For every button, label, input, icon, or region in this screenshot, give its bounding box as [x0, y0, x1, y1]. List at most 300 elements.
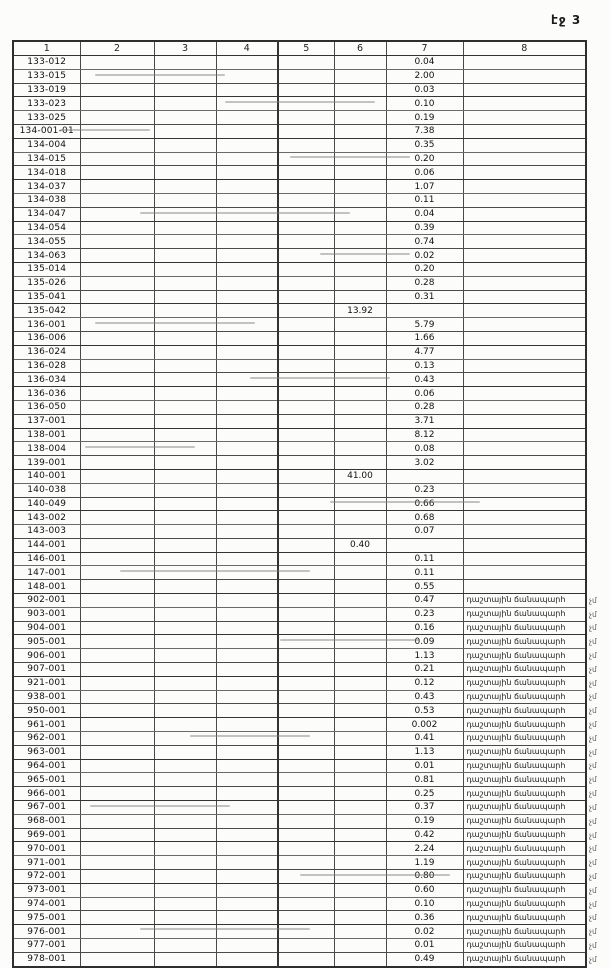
road-label-cell: [463, 318, 586, 332]
value-cell: [278, 801, 334, 815]
road-label-cell: [463, 580, 586, 594]
table-row: [13, 621, 586, 635]
value-cell: [80, 883, 154, 897]
table-row: [13, 814, 586, 828]
code-cell: 133-023: [13, 97, 80, 111]
value-cell: [216, 676, 278, 690]
value-cell: 0.002: [386, 718, 463, 732]
value-cell: [80, 180, 154, 194]
road-label-cell: [463, 97, 586, 111]
margin-note: չմ: [589, 747, 597, 757]
value-cell: [278, 345, 334, 359]
code-cell: 134-055: [13, 235, 80, 249]
value-cell: [154, 83, 216, 97]
table-row: [13, 635, 586, 649]
margin-note: [589, 469, 609, 483]
margin-note: [589, 400, 609, 414]
code-cell: 134-018: [13, 166, 80, 180]
value-cell: [334, 635, 386, 649]
value-cell: [80, 745, 154, 759]
code-cell: 143-003: [13, 525, 80, 539]
value-cell: [216, 373, 278, 387]
road-label-cell: [463, 387, 586, 401]
value-cell: [216, 318, 278, 332]
value-cell: [80, 621, 154, 635]
value-cell: [278, 773, 334, 787]
table-row: [13, 952, 586, 966]
road-label-cell: դաշտային ճանապարհ: [463, 745, 586, 759]
road-label-cell: [463, 552, 586, 566]
road-label-cell: [463, 566, 586, 580]
value-cell: [216, 180, 278, 194]
value-cell: [216, 842, 278, 856]
table-row: [13, 97, 586, 111]
value-cell: [334, 828, 386, 842]
value-cell: [80, 676, 154, 690]
value-cell: [80, 387, 154, 401]
code-cell: 133-025: [13, 111, 80, 125]
value-cell: [216, 331, 278, 345]
value-cell: [278, 235, 334, 249]
margin-note: [589, 179, 609, 193]
value-cell: [154, 939, 216, 953]
value-cell: 0.25: [386, 787, 463, 801]
road-label-cell: [463, 497, 586, 511]
value-cell: [278, 456, 334, 470]
table-row: [13, 428, 586, 442]
road-label-cell: [463, 193, 586, 207]
road-label-cell: դաշտային ճանապարհ: [463, 773, 586, 787]
value-cell: [334, 580, 386, 594]
value-cell: [80, 635, 154, 649]
road-label-cell: դաշտային ճանապարհ: [463, 842, 586, 856]
table-row: [13, 469, 586, 483]
road-label-cell: [463, 538, 586, 552]
road-label-cell: դաշտային ճանապարհ: [463, 925, 586, 939]
value-cell: 0.08: [386, 442, 463, 456]
value-cell: [334, 663, 386, 677]
value-cell: 5.79: [386, 318, 463, 332]
value-cell: 0.36: [386, 911, 463, 925]
value-cell: [154, 663, 216, 677]
value-cell: [216, 787, 278, 801]
value-cell: [80, 897, 154, 911]
value-cell: 0.28: [386, 400, 463, 414]
column-header: 7: [386, 41, 463, 56]
value-cell: [334, 359, 386, 373]
value-cell: [216, 718, 278, 732]
value-cell: [334, 373, 386, 387]
code-cell: 138-004: [13, 442, 80, 456]
code-cell: 966-001: [13, 787, 80, 801]
value-cell: [278, 207, 334, 221]
value-cell: [278, 759, 334, 773]
value-cell: [278, 566, 334, 580]
value-cell: [216, 939, 278, 953]
value-cell: [278, 690, 334, 704]
value-cell: [216, 359, 278, 373]
value-cell: [334, 690, 386, 704]
value-cell: [154, 676, 216, 690]
value-cell: [216, 469, 278, 483]
value-cell: [216, 663, 278, 677]
value-cell: [80, 773, 154, 787]
value-cell: [80, 842, 154, 856]
value-cell: 0.12: [386, 676, 463, 690]
value-cell: [216, 111, 278, 125]
value-cell: [80, 414, 154, 428]
value-cell: [80, 718, 154, 732]
value-cell: 0.53: [386, 704, 463, 718]
road-label-cell: դաշտային ճանապարհ: [463, 828, 586, 842]
value-cell: [216, 856, 278, 870]
margin-notes-column: [589, 55, 609, 967]
value-cell: [154, 883, 216, 897]
value-cell: 0.42: [386, 828, 463, 842]
road-label-cell: [463, 83, 586, 97]
value-cell: [278, 635, 334, 649]
road-label-cell: [463, 235, 586, 249]
value-cell: 0.04: [386, 207, 463, 221]
value-cell: [278, 249, 334, 263]
column-header: 3: [154, 41, 216, 56]
code-cell: 138-001: [13, 428, 80, 442]
value-cell: 0.01: [386, 939, 463, 953]
margin-note: [589, 456, 609, 470]
value-cell: [154, 249, 216, 263]
value-cell: 0.28: [386, 276, 463, 290]
value-cell: [154, 414, 216, 428]
value-cell: [154, 552, 216, 566]
code-cell: 904-001: [13, 621, 80, 635]
value-cell: [278, 483, 334, 497]
value-cell: [154, 911, 216, 925]
value-cell: 0.43: [386, 373, 463, 387]
road-label-cell: [463, 331, 586, 345]
value-cell: [278, 676, 334, 690]
value-cell: [80, 456, 154, 470]
value-cell: [154, 124, 216, 138]
table-row: [13, 801, 586, 815]
value-cell: [334, 442, 386, 456]
value-cell: [80, 221, 154, 235]
margin-note: [589, 525, 609, 539]
value-cell: [154, 400, 216, 414]
margin-note: [589, 193, 609, 207]
value-cell: [334, 456, 386, 470]
code-cell: 148-001: [13, 580, 80, 594]
value-cell: [334, 704, 386, 718]
value-cell: [154, 649, 216, 663]
table-row: [13, 414, 586, 428]
value-cell: [334, 276, 386, 290]
table-row: [13, 318, 586, 332]
code-cell: 974-001: [13, 897, 80, 911]
code-cell: 147-001: [13, 566, 80, 580]
margin-note: [589, 83, 609, 97]
value-cell: [80, 856, 154, 870]
code-cell: 135-026: [13, 276, 80, 290]
value-cell: [154, 897, 216, 911]
code-cell: 137-001: [13, 414, 80, 428]
value-cell: [80, 97, 154, 111]
margin-note: [589, 304, 609, 318]
table-row: [13, 193, 586, 207]
code-cell: 973-001: [13, 883, 80, 897]
column-header: 8: [463, 41, 586, 56]
value-cell: 0.40: [334, 538, 386, 552]
road-label-cell: [463, 456, 586, 470]
value-cell: [334, 552, 386, 566]
value-cell: [334, 952, 386, 966]
margin-note: [589, 442, 609, 456]
table-row: [13, 166, 586, 180]
value-cell: [80, 483, 154, 497]
value-cell: 0.81: [386, 773, 463, 787]
value-cell: [216, 387, 278, 401]
value-cell: 1.13: [386, 745, 463, 759]
value-cell: [216, 883, 278, 897]
table-row: [13, 883, 586, 897]
value-cell: [334, 193, 386, 207]
value-cell: [386, 304, 463, 318]
margin-note: չմ: [589, 775, 597, 785]
value-cell: [386, 469, 463, 483]
value-cell: [334, 331, 386, 345]
value-cell: [154, 759, 216, 773]
table-row: [13, 566, 586, 580]
value-cell: [216, 207, 278, 221]
table-row: [13, 387, 586, 401]
table-row: [13, 442, 586, 456]
value-cell: [154, 732, 216, 746]
value-cell: [80, 607, 154, 621]
value-cell: 0.11: [386, 566, 463, 580]
value-cell: [278, 883, 334, 897]
table-row: [13, 290, 586, 304]
table-row: [13, 456, 586, 470]
value-cell: [278, 138, 334, 152]
margin-note: չմ: [589, 789, 597, 799]
code-cell: 969-001: [13, 828, 80, 842]
margin-note: [589, 387, 609, 401]
margin-note: [589, 538, 609, 552]
table-row: [13, 690, 586, 704]
value-cell: [80, 663, 154, 677]
value-cell: [278, 69, 334, 83]
margin-note: [589, 55, 609, 69]
value-cell: 0.16: [386, 621, 463, 635]
value-cell: [154, 469, 216, 483]
margin-note: [589, 248, 609, 262]
value-cell: [278, 124, 334, 138]
value-cell: [334, 290, 386, 304]
value-cell: [154, 856, 216, 870]
column-header: 6: [334, 41, 386, 56]
table-row: [13, 400, 586, 414]
road-label-cell: դաշտային ճանապարհ: [463, 607, 586, 621]
table-row: [13, 152, 586, 166]
value-cell: [278, 870, 334, 884]
table-row: [13, 331, 586, 345]
value-cell: 3.02: [386, 456, 463, 470]
margin-note: չմ: [589, 609, 597, 619]
value-cell: [154, 69, 216, 83]
value-cell: [216, 732, 278, 746]
value-cell: [80, 801, 154, 815]
code-cell: 134-037: [13, 180, 80, 194]
value-cell: [80, 166, 154, 180]
table-row: [13, 580, 586, 594]
code-cell: 135-014: [13, 262, 80, 276]
value-cell: [216, 304, 278, 318]
margin-note: [589, 497, 609, 511]
value-cell: 0.23: [386, 483, 463, 497]
value-cell: 0.07: [386, 525, 463, 539]
value-cell: 0.11: [386, 552, 463, 566]
value-cell: [80, 318, 154, 332]
code-cell: 146-001: [13, 552, 80, 566]
value-cell: [334, 97, 386, 111]
value-cell: [80, 331, 154, 345]
road-label-cell: դաշտային ճանապարհ: [463, 759, 586, 773]
value-cell: [278, 511, 334, 525]
value-cell: [278, 180, 334, 194]
table-row: [13, 607, 586, 621]
value-cell: 0.20: [386, 152, 463, 166]
value-cell: [216, 911, 278, 925]
value-cell: [334, 249, 386, 263]
value-cell: [154, 235, 216, 249]
value-cell: [216, 56, 278, 70]
code-cell: 964-001: [13, 759, 80, 773]
table-row: [13, 759, 586, 773]
value-cell: [216, 828, 278, 842]
code-cell: 134-047: [13, 207, 80, 221]
margin-note: չմ: [589, 927, 597, 937]
value-cell: [278, 718, 334, 732]
road-label-cell: [463, 304, 586, 318]
code-cell: 967-001: [13, 801, 80, 815]
value-cell: 0.11: [386, 193, 463, 207]
value-cell: [278, 469, 334, 483]
road-label-cell: [463, 207, 586, 221]
road-label-cell: [463, 525, 586, 539]
value-cell: [216, 138, 278, 152]
table-row: [13, 276, 586, 290]
table-row: [13, 718, 586, 732]
value-cell: 0.37: [386, 801, 463, 815]
table-row: [13, 870, 586, 884]
value-cell: [154, 111, 216, 125]
margin-note: չմ: [589, 664, 597, 674]
road-label-cell: [463, 345, 586, 359]
code-cell: 135-042: [13, 304, 80, 318]
margin-note: չմ: [589, 623, 597, 633]
road-label-cell: դաշտային ճանապարհ: [463, 732, 586, 746]
value-cell: [80, 428, 154, 442]
code-cell: 962-001: [13, 732, 80, 746]
value-cell: [154, 318, 216, 332]
value-cell: [80, 111, 154, 125]
margin-note: չմ: [589, 692, 597, 702]
margin-note: [589, 110, 609, 124]
value-cell: 0.10: [386, 97, 463, 111]
value-cell: [154, 801, 216, 815]
code-cell: 136-036: [13, 387, 80, 401]
code-cell: 136-024: [13, 345, 80, 359]
road-label-cell: դաշտային ճանապարհ: [463, 814, 586, 828]
table-row: [13, 262, 586, 276]
value-cell: 1.07: [386, 180, 463, 194]
value-cell: [80, 373, 154, 387]
value-cell: [80, 345, 154, 359]
value-cell: [334, 745, 386, 759]
value-cell: [80, 124, 154, 138]
value-cell: [154, 635, 216, 649]
value-cell: [334, 221, 386, 235]
table-row: [13, 69, 586, 83]
code-cell: 140-049: [13, 497, 80, 511]
value-cell: [154, 842, 216, 856]
code-cell: 134-004: [13, 138, 80, 152]
value-cell: [278, 842, 334, 856]
value-cell: 0.39: [386, 221, 463, 235]
value-cell: [154, 359, 216, 373]
value-cell: [278, 359, 334, 373]
table-row: [13, 732, 586, 746]
road-label-cell: [463, 56, 586, 70]
value-cell: [80, 594, 154, 608]
value-cell: [334, 773, 386, 787]
value-cell: [334, 83, 386, 97]
value-cell: [278, 262, 334, 276]
value-cell: [334, 870, 386, 884]
value-cell: [216, 704, 278, 718]
value-cell: [278, 525, 334, 539]
value-cell: [216, 814, 278, 828]
code-cell: 977-001: [13, 939, 80, 953]
value-cell: [278, 166, 334, 180]
value-cell: [334, 801, 386, 815]
value-cell: [278, 856, 334, 870]
road-label-cell: [463, 469, 586, 483]
value-cell: [154, 621, 216, 635]
value-cell: [154, 166, 216, 180]
value-cell: [334, 594, 386, 608]
value-cell: [80, 814, 154, 828]
code-cell: 140-038: [13, 483, 80, 497]
value-cell: [278, 911, 334, 925]
table-row: [13, 497, 586, 511]
margin-note: [589, 96, 609, 110]
value-cell: [80, 276, 154, 290]
code-cell: 972-001: [13, 870, 80, 884]
value-cell: [334, 925, 386, 939]
code-cell: 975-001: [13, 911, 80, 925]
value-cell: [216, 552, 278, 566]
value-cell: [154, 331, 216, 345]
code-cell: 140-001: [13, 469, 80, 483]
value-cell: [386, 538, 463, 552]
code-cell: 133-019: [13, 83, 80, 97]
margin-note: [589, 221, 609, 235]
margin-note: [589, 580, 609, 594]
margin-note: [589, 207, 609, 221]
value-cell: [216, 897, 278, 911]
table-row: [13, 180, 586, 194]
value-cell: [278, 373, 334, 387]
